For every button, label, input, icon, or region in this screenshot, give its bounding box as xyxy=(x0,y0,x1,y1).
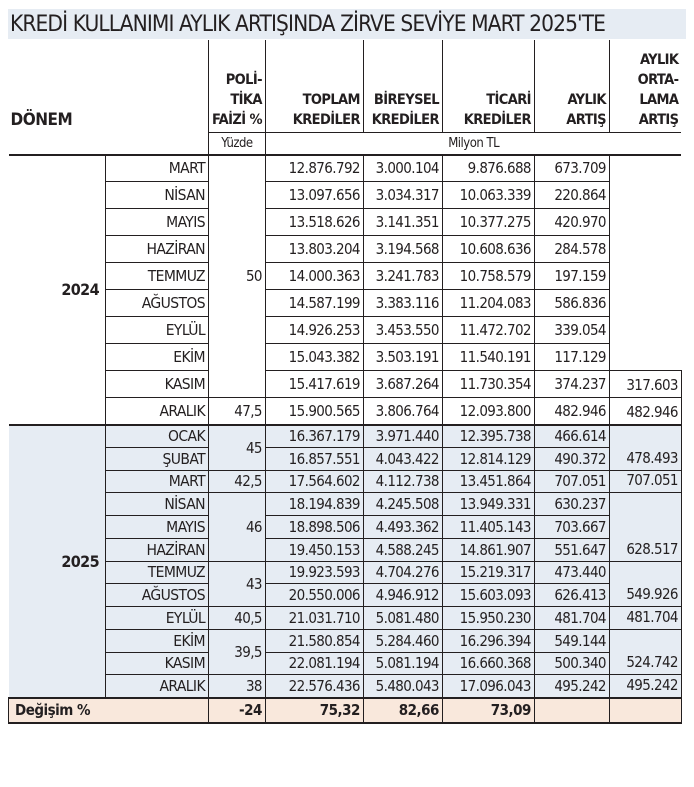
policy-rate-cell: 38 xyxy=(209,675,266,698)
bireysel-cell: 4.245.508 xyxy=(363,493,442,516)
policy-rate-cell: 39,5 xyxy=(209,629,266,675)
table-row xyxy=(9,317,682,344)
ticari-cell: 10.063.339 xyxy=(442,182,534,209)
header-bireysel xyxy=(363,40,442,132)
table-row xyxy=(9,584,682,607)
header-ticari-line: KREDİLER xyxy=(463,111,531,128)
ticari-cell: 16.296.394 xyxy=(442,629,534,652)
aylik-cell: 490.372 xyxy=(534,447,609,470)
table-row xyxy=(9,236,682,263)
aylik-cell: 626.413 xyxy=(534,584,609,607)
toplam-cell: 15.900.565 xyxy=(265,398,363,425)
toplam-cell: 21.580.854 xyxy=(265,629,363,652)
toplam-cell: 19.923.593 xyxy=(265,561,363,584)
bireysel-cell: 3.034.317 xyxy=(363,182,442,209)
month-cell: NİSAN xyxy=(106,182,209,209)
aylik-cell: 482.946 xyxy=(534,398,609,425)
aylik-cell: 707.051 xyxy=(534,470,609,493)
ticari-cell: 12.814.129 xyxy=(442,447,534,470)
toplam-cell: 16.367.179 xyxy=(265,425,363,448)
change-toplam: 75,32 xyxy=(265,698,363,723)
aylik-cell: 339.054 xyxy=(534,317,609,344)
table-row xyxy=(9,447,682,470)
change-bireysel: 82,66 xyxy=(363,698,442,723)
toplam-cell: 13.803.204 xyxy=(265,236,363,263)
table-row xyxy=(9,398,682,425)
table-row xyxy=(9,209,682,236)
change-aylik-empty xyxy=(534,698,609,723)
bireysel-cell: 5.081.194 xyxy=(363,652,442,675)
month-cell: MART xyxy=(106,155,209,182)
ticari-cell: 17.096.043 xyxy=(442,675,534,698)
toplam-cell: 14.926.253 xyxy=(265,317,363,344)
table-row xyxy=(9,538,682,561)
bireysel-cell: 3.971.440 xyxy=(363,425,442,448)
aylik-cell: 374.237 xyxy=(534,371,609,398)
avg-increase-cell: 495.242 xyxy=(609,675,681,698)
header-ortalama xyxy=(609,40,681,132)
ticari-cell: 15.950.230 xyxy=(442,607,534,630)
ticari-cell: 11.540.191 xyxy=(442,344,534,371)
toplam-cell: 20.550.006 xyxy=(265,584,363,607)
toplam-cell: 21.031.710 xyxy=(265,607,363,630)
aylik-cell: 481.704 xyxy=(534,607,609,630)
ticari-cell: 11.472.702 xyxy=(442,317,534,344)
year-cell: 2025 xyxy=(9,425,106,698)
avg-increase-cell: 478.493 xyxy=(609,425,681,471)
ticari-cell: 11.730.354 xyxy=(442,371,534,398)
bireysel-cell: 3.806.764 xyxy=(363,398,442,425)
ticari-cell: 13.451.864 xyxy=(442,470,534,493)
header-aylik-line: ARTIŞ xyxy=(566,111,606,128)
month-cell: ARALIK xyxy=(106,675,209,698)
avg-increase-cell: 481.704 xyxy=(609,607,681,630)
aylik-cell: 420.970 xyxy=(534,209,609,236)
month-cell: TEMMUZ xyxy=(106,561,209,584)
table-row xyxy=(9,425,682,448)
header-donem xyxy=(9,40,209,132)
header-aylik-line: AYLIK xyxy=(567,91,606,108)
header-row xyxy=(9,40,682,132)
toplam-cell: 16.857.551 xyxy=(265,447,363,470)
header-aylik xyxy=(534,40,609,132)
bireysel-cell: 3.194.568 xyxy=(363,236,442,263)
toplam-cell: 19.450.153 xyxy=(265,538,363,561)
aylik-cell: 284.578 xyxy=(534,236,609,263)
bireysel-cell: 5.284.460 xyxy=(363,629,442,652)
toplam-cell: 15.043.382 xyxy=(265,344,363,371)
month-cell: NİSAN xyxy=(106,493,209,516)
aylik-cell: 117.129 xyxy=(534,344,609,371)
credit-table xyxy=(8,40,682,724)
month-cell: MART xyxy=(106,470,209,493)
bireysel-cell: 3.383.116 xyxy=(363,290,442,317)
policy-rate-cell: 45 xyxy=(209,425,266,471)
table-row xyxy=(9,516,682,539)
toplam-cell: 18.194.839 xyxy=(265,493,363,516)
toplam-cell: 18.898.506 xyxy=(265,516,363,539)
header-ortalama-line: ORTA- xyxy=(637,71,679,88)
aylik-cell: 551.647 xyxy=(534,538,609,561)
table-row xyxy=(9,607,682,630)
header-ticari xyxy=(442,40,534,132)
ticari-cell: 16.660.368 xyxy=(442,652,534,675)
month-cell: HAZİRAN xyxy=(106,538,209,561)
aylik-cell: 197.159 xyxy=(534,263,609,290)
units-spacer xyxy=(9,132,209,155)
month-cell: MAYIS xyxy=(106,516,209,539)
table-row xyxy=(9,344,682,371)
avg-increase-cell xyxy=(609,155,681,371)
change-label: Değişim % xyxy=(9,698,209,723)
policy-rate-cell: 46 xyxy=(209,493,266,561)
aylik-cell: 473.440 xyxy=(534,561,609,584)
ticari-cell: 15.219.317 xyxy=(442,561,534,584)
bireysel-cell: 4.704.276 xyxy=(363,561,442,584)
header-donem-label: DÖNEM xyxy=(10,110,73,130)
header-politika-line: POLİ- xyxy=(225,71,262,88)
policy-rate-cell: 50 xyxy=(209,155,266,398)
toplam-cell: 17.564.602 xyxy=(265,470,363,493)
aylik-cell: 495.242 xyxy=(534,675,609,698)
avg-increase-cell: 707.051 xyxy=(609,470,681,493)
table-row xyxy=(9,290,682,317)
ticari-cell: 10.758.579 xyxy=(442,263,534,290)
avg-increase-cell: 524.742 xyxy=(609,629,681,675)
bireysel-cell: 3.241.783 xyxy=(363,263,442,290)
month-cell: EYLÜL xyxy=(106,607,209,630)
ticari-cell: 12.395.738 xyxy=(442,425,534,448)
table-row xyxy=(9,263,682,290)
aylik-cell: 586.836 xyxy=(534,290,609,317)
bireysel-cell: 4.946.912 xyxy=(363,584,442,607)
toplam-cell: 13.097.656 xyxy=(265,182,363,209)
bireysel-cell: 3.503.191 xyxy=(363,344,442,371)
ticari-cell: 13.949.331 xyxy=(442,493,534,516)
policy-rate-cell: 43 xyxy=(209,561,266,607)
year-cell: 2024 xyxy=(61,280,99,299)
table-row xyxy=(9,493,682,516)
bireysel-cell: 3.687.264 xyxy=(363,371,442,398)
table-title: KREDİ KULLANIMI AYLIK ARTIŞINDA ZİRVE SEVİYE MART 2025'TE xyxy=(8,9,686,39)
aylik-cell: 673.709 xyxy=(534,155,609,182)
header-ortalama-line: ARTIŞ xyxy=(638,111,679,128)
ticari-cell: 10.608.636 xyxy=(442,236,534,263)
bireysel-cell: 5.480.043 xyxy=(363,675,442,698)
ticari-cell: 9.876.688 xyxy=(442,155,534,182)
bireysel-cell: 3.141.351 xyxy=(363,209,442,236)
header-politika xyxy=(209,40,266,132)
aylik-cell: 466.614 xyxy=(534,425,609,448)
bireysel-cell: 4.043.422 xyxy=(363,447,442,470)
table-row xyxy=(9,675,682,698)
change-ortalama-empty xyxy=(609,698,681,723)
header-bireysel-line: BİREYSEL xyxy=(373,91,439,108)
units-percent: Yüzde xyxy=(209,132,266,155)
bireysel-cell: 3.453.550 xyxy=(363,317,442,344)
table-row xyxy=(9,652,682,675)
aylik-cell: 703.667 xyxy=(534,516,609,539)
header-toplam xyxy=(265,40,363,132)
month-cell: AĞUSTOS xyxy=(106,584,209,607)
month-cell: KASIM xyxy=(106,652,209,675)
aylik-cell: 549.144 xyxy=(534,629,609,652)
toplam-cell: 22.081.194 xyxy=(265,652,363,675)
avg-increase-cell: 317.603 xyxy=(609,371,681,398)
month-cell: EKİM xyxy=(106,344,209,371)
ticari-cell: 10.377.275 xyxy=(442,209,534,236)
month-cell: TEMMUZ xyxy=(106,263,209,290)
ticari-cell: 11.405.143 xyxy=(442,516,534,539)
month-cell: AĞUSTOS xyxy=(106,290,209,317)
table-row xyxy=(9,470,682,493)
aylik-cell: 630.237 xyxy=(534,493,609,516)
policy-rate-cell: 47,5 xyxy=(209,398,266,425)
month-cell: EKİM xyxy=(106,629,209,652)
month-cell: OCAK xyxy=(106,425,209,448)
month-cell: EYLÜL xyxy=(106,317,209,344)
toplam-cell: 22.576.436 xyxy=(265,675,363,698)
change-ticari: 73,09 xyxy=(442,698,534,723)
month-cell: KASIM xyxy=(106,371,209,398)
header-ticari-line: TİCARİ xyxy=(486,91,531,108)
bireysel-cell: 4.493.362 xyxy=(363,516,442,539)
month-cell: ŞUBAT xyxy=(106,447,209,470)
table-row xyxy=(9,371,682,398)
table-row xyxy=(9,182,682,209)
units-row xyxy=(9,132,682,155)
ticari-cell: 15.603.093 xyxy=(442,584,534,607)
ticari-cell: 12.093.800 xyxy=(442,398,534,425)
header-ortalama-line: AYLIK xyxy=(639,51,679,68)
toplam-cell: 14.587.199 xyxy=(265,290,363,317)
policy-rate-cell: 42,5 xyxy=(209,470,266,493)
policy-rate-cell: 40,5 xyxy=(209,607,266,630)
table-row xyxy=(9,561,682,584)
header-ortalama-line: LAMA xyxy=(639,91,679,108)
change-row xyxy=(9,698,682,723)
avg-increase-cell: 549.926 xyxy=(609,561,681,607)
month-cell: HAZİRAN xyxy=(106,236,209,263)
header-toplam-line: KREDİLER xyxy=(292,111,360,128)
bireysel-cell: 3.000.104 xyxy=(363,155,442,182)
month-cell: MAYIS xyxy=(106,209,209,236)
header-toplam-line: TOPLAM xyxy=(302,91,360,108)
bireysel-cell: 5.081.480 xyxy=(363,607,442,630)
aylik-cell: 500.340 xyxy=(534,652,609,675)
toplam-cell: 14.000.363 xyxy=(265,263,363,290)
aylik-cell: 220.864 xyxy=(534,182,609,209)
ticari-cell: 14.861.907 xyxy=(442,538,534,561)
change-politika: -24 xyxy=(209,698,266,723)
header-politika-line: FAİZİ % xyxy=(212,111,262,128)
toplam-cell: 15.417.619 xyxy=(265,371,363,398)
header-bireysel-line: KREDİLER xyxy=(371,111,439,128)
toplam-cell: 12.876.792 xyxy=(265,155,363,182)
table-row xyxy=(9,155,682,182)
bireysel-cell: 4.588.245 xyxy=(363,538,442,561)
header-politika-line: TİKA xyxy=(230,91,262,108)
table-row xyxy=(9,629,682,652)
month-cell: ARALIK xyxy=(106,398,209,425)
bireysel-cell: 4.112.738 xyxy=(363,470,442,493)
units-million: Milyon TL xyxy=(265,132,681,155)
avg-increase-cell: 628.517 xyxy=(609,493,681,561)
ticari-cell: 11.204.083 xyxy=(442,290,534,317)
avg-increase-cell: 482.946 xyxy=(609,398,681,425)
toplam-cell: 13.518.626 xyxy=(265,209,363,236)
